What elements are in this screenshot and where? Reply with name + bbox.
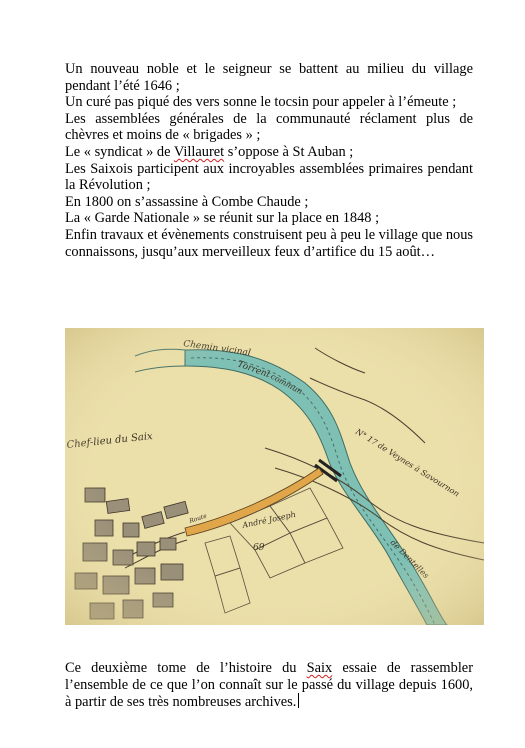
spellcheck-word-villauret[interactable]: Villauret <box>173 143 225 160</box>
paragraph-line: Un nouveau noble et le seigneur se battent au milieu du village pendant l’été 1646 ; <box>65 61 473 94</box>
closing-paragraph <box>65 660 473 711</box>
paragraph-line: En 1800 on s’assassine à Combe Chaude ; <box>65 193 309 210</box>
spellcheck-word-saix[interactable]: Saix <box>306 660 333 676</box>
paragraph-line-syndicat <box>65 144 473 161</box>
historical-map-image <box>65 328 484 625</box>
paragraph-line: Un curé pas piqué des vers sonne le tocsin pour appeler à l’émeute ; <box>65 94 457 111</box>
closing-suffix: essaie de rassembler l’ensemble de ce que l’on connaît sur le passé du village depuis 1600, à partir de ses très nombreuses archives. <box>65 660 473 711</box>
text-cursor <box>298 693 299 708</box>
syndicat-prefix: Le « syndicat » de <box>65 143 174 160</box>
paragraph-line: Les assemblées générales de la communauté réclament plus de chèvres et moins de « brigades » ; <box>65 110 473 144</box>
paragraph-line: La « Garde Nationale » se réunit sur la place en 1848 ; <box>65 210 380 227</box>
intro-text <box>65 61 473 260</box>
closing-text <box>65 660 473 711</box>
map-drawing <box>65 328 484 625</box>
paragraph-line: Enfin travaux et évènements construisent peu à peu le village que nous connaissons, jusqu’aux merveilleux feux d’artifice du 15 août… <box>65 226 474 260</box>
paragraph-line: Les Saixois participent aux incroyables assemblées primaires pendant la Révolution ; <box>65 160 473 194</box>
closing-prefix: Ce deuxième tome de l’histoire du <box>65 660 307 676</box>
syndicat-suffix: s’oppose à St Auban ; <box>224 143 354 160</box>
